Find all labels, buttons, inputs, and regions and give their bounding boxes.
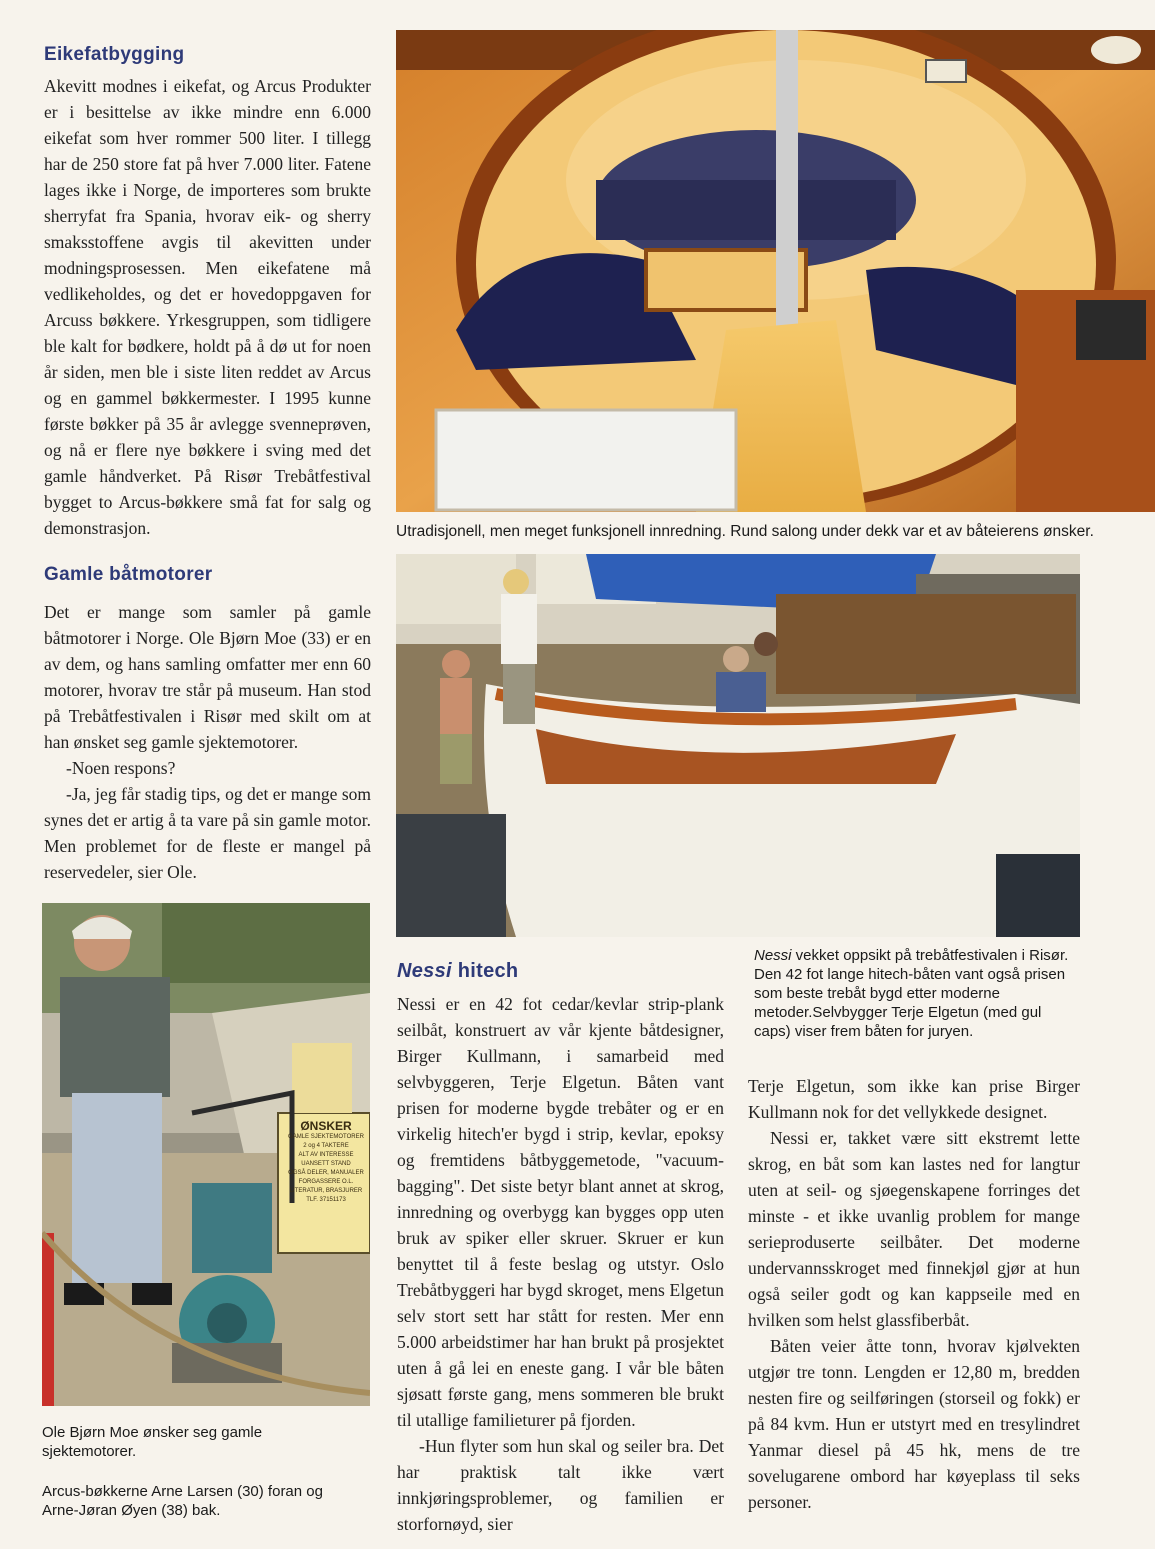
heading-nessi-rest: hitech: [451, 960, 519, 982]
onsker-sign-line: 2 og 4 TAKTERE: [303, 1143, 349, 1149]
batmotorer-text: [44, 599, 371, 885]
heading-nessi-name: Nessi: [397, 960, 452, 982]
batmotorer-p1: Det er mange som samler på gamle båtmotorer i Norge. Ole Bjørn Moe (33) er en av dem, og hans samling omfatter mer enn 60 motorer, hvorav tre står på museum. Han stod på Trebåtfestivalen i Risør med skilt om at han ønsket seg gamle sjektemotorer.: [44, 602, 371, 752]
boat-photo: [396, 554, 1080, 937]
nessi-p1: Nessi er en 42 fot cedar/kevlar strip-plank seilbåt, konstruert av vår kjente båtdesigner, Birger Kullmann, i samarbeid med selvbyggeren, Terje Elgetun. Båten vant prisen for moderne bygde trebåter og er en virkelig hitech'er bygd i strip, kevlar, epoksy og fremtidens båtbyggemetode, "vacuum-bagging". Det siste betyr blant annet at skrog, innredning og overbygg kan bygges opp uten bruk av spiker eller skruer. Skruer er kun benyttet til å feste beslag og utstyr. Oslo Trebåtbyggeri har bygd skroget, mens Elgetun selv stort sett har stått for resten. Mer enn 5.000 arbeidstimer har han brukt på prosjektet uten å gå lei en eneste gang. I vår ble båten sjøsatt første gang, mens sommeren ble brukt til utallige familieturer på fjorden.: [397, 994, 724, 1430]
caption-boat-name: Nessi: [754, 947, 792, 964]
onsker-sign-line: ALT AV INTERESSE: [298, 1152, 354, 1158]
heading-eikefatbygging: Eikefatbygging: [44, 44, 185, 65]
heading-gamle-batmotorer: Gamle båtmotorer: [44, 564, 213, 585]
batmotorer-p3: -Ja, jeg får stadig tips, og det er mange som synes det er artig å ta vare på sin gamle motor. Men problemet for de fleste er mangel på reservedeler, sier Ole.: [44, 784, 371, 882]
nessi-text-col2: [748, 1073, 1080, 1515]
heading-nessi-hitech: [397, 960, 518, 983]
onsker-sign-line: FORGASSERE O.L.: [298, 1179, 354, 1185]
caption-coopers: Arcus-bøkkerne Arne Larsen (30) foran og Arne-Jøran Øyen (38) bak.: [42, 1483, 323, 1519]
nessi-p5: Båten veier åtte tonn, hvorav kjølvekten utgjør tre tonn. Lengden er 12,80 m, bredden nesten fire og seilføringen (storseil og fokk) er på 84 kvm. Hun er utstyrt med en tresylindret Yanmar diesel på 45 hk, mens de tre sovelugarene ombord har køyeplass til seks personer.: [748, 1336, 1080, 1512]
onsker-sign-line: TLF. 37151173: [306, 1197, 346, 1203]
onsker-sign-line: GAMLE SJEKTEMOTORER: [288, 1134, 364, 1140]
onsker-sign: [282, 1113, 370, 1253]
onsker-sign-title: ØNSKER: [300, 1119, 352, 1133]
nessi-p3: Terje Elgetun, som ikke kan prise Birger Kullmann nok for det vellykkede designet.: [748, 1076, 1080, 1122]
caption-man: Ole Bjørn Moe ønsker seg gamle sjektemotorer.: [42, 1424, 263, 1460]
eikefat-text: [44, 73, 371, 541]
batmotorer-p2: -Noen respons?: [66, 758, 176, 778]
caption-interior: Utradisjonell, men meget funksjonell innredning. Rund salong under dekk var et av båteierens ønsker.: [396, 523, 1094, 540]
onsker-sign-line: OGSÅ DELER, MANUALER: [288, 1170, 364, 1176]
caption-boat-text: vekket oppsikt på trebåtfestivalen i Risør. Den 42 fot lange hitech-båten vant også prisen som beste trebåt bygd etter moderne metoder.Selvbygger Terje Elgetun (med gul caps) viser frem båten for juryen.: [754, 947, 1069, 1040]
nessi-p4: Nessi er, takket være sitt ekstremt lette skrog, en båt som kan lastes ned for langtur uten at seil- og sjøegenskapene forringes det minste - et ikke uvanlig problem for mange serieproduserte seilbåter. Det moderne undervannsskroget med finnekjøl gjør at hun også seiler godt og kan kappseile med en hvilken som helst glassfiberbåt.: [748, 1128, 1080, 1330]
nessi-p2: -Hun flyter som hun skal og seiler bra. Det har praktisk talt ikke vært innkjøringsproblemer, og familien er storfornøyd, sier: [397, 1436, 724, 1534]
eikefat-paragraph: Akevitt modnes i eikefat, og Arcus Produkter er i besittelse av ikke mindre enn 6.000 eikefat som hver rommer 500 liter. I tillegg har de 250 store fat på hver 7.000 liter. Fatene lages ikke i Norge, de importeres som brukte sherryfat fra Spania, hvorav eik- og sherry smaksstoffene avgis til akevitten under modningsprosessen. Men eikefatene må vedlikeholdes, og det er hovedoppgaven for Arcuss bøkkere. Yrkesgruppen, som tidligere ble kalt for bødkere, holdt på å dø ut for noen år siden, men ble i siste liten reddet av Arcus og en gammel bøkkermester. I 1995 kunne første bøkker på 35 år avlegge svenneprøven, og nå er flere nye bøkkere i sving med det gamle håndverket. På Risør Trebåtfestival bygget to Arcus-bøkkere små fat for salg og demonstrasjon.: [44, 76, 371, 538]
interior-photo: [396, 30, 1155, 512]
onsker-sign-line: LITERATUR, BRASJURER: [289, 1188, 363, 1194]
onsker-sign-line: UANSETT STAND: [301, 1161, 351, 1167]
nessi-text-col1: [397, 991, 724, 1537]
caption-boat: [754, 946, 1079, 1041]
